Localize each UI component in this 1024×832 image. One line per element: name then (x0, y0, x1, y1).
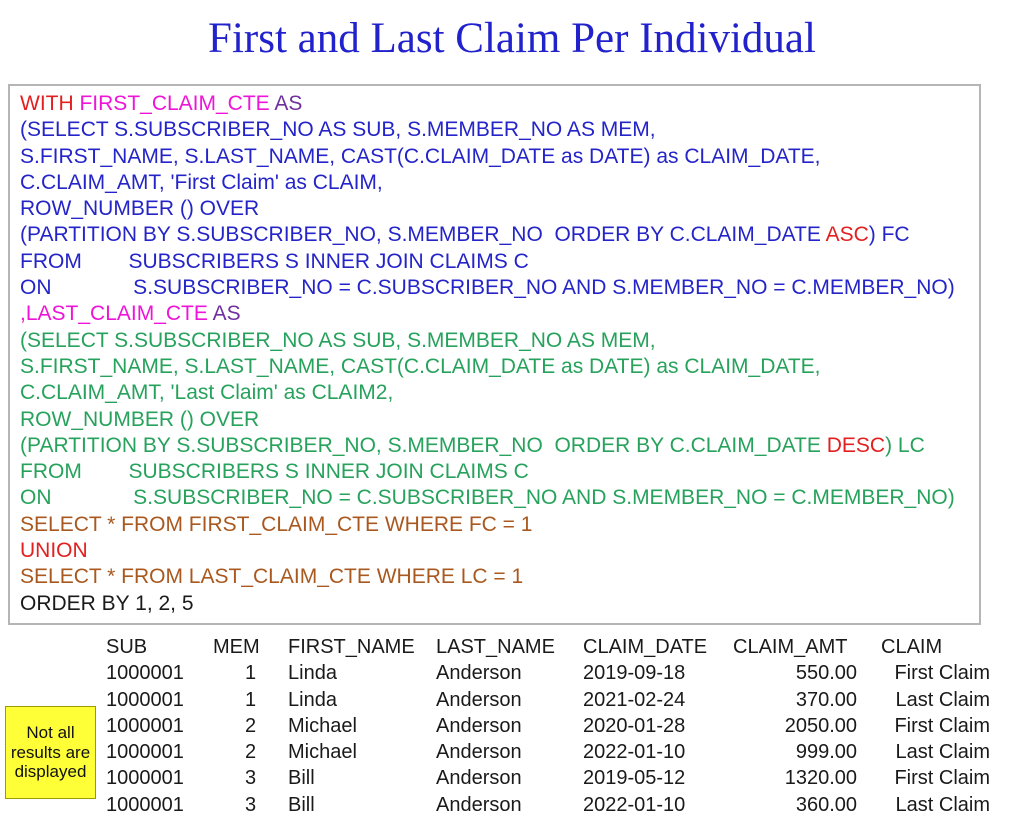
note-box (5, 706, 96, 799)
table-cell: Anderson (436, 688, 522, 711)
code-token-green: ROW_NUMBER () OVER (20, 407, 260, 431)
table-cell: Anderson (436, 662, 522, 685)
table-cell: 3 (244, 767, 257, 790)
table-cell: 1000001 (106, 662, 184, 685)
code-line (20, 196, 975, 222)
code-line (20, 538, 975, 564)
table-cell: First Claim (894, 767, 990, 790)
code-token-blue: (PARTITION BY S.SUBSCRIBER_NO, S.MEMBER_NO ORDER BY C.CLAIM_DATE (20, 223, 826, 247)
table-cell: Anderson (436, 767, 522, 790)
code-line (20, 380, 975, 406)
table-row (106, 792, 990, 818)
code-token-blue: FROM SUBSCRIBERS S INNER JOIN CLAIMS C (20, 249, 529, 273)
table-cell: 2 (244, 741, 257, 764)
results-table-head (106, 634, 990, 660)
table-cell: Linda (288, 662, 337, 685)
results-table (106, 634, 990, 818)
table-row (106, 687, 990, 713)
page-title: First and Last Claim Per Individual (208, 15, 816, 62)
table-cell: 1000001 (106, 688, 184, 711)
table-cell: Last Claim (895, 741, 990, 764)
table-row (106, 765, 990, 791)
code-token-red: WITH (20, 92, 80, 115)
code-token-green: S.FIRST_NAME, S.LAST_NAME, CAST(C.CLAIM_DATE as DATE) as CLAIM_DATE, (20, 354, 821, 378)
table-cell: 2020-01-28 (583, 714, 686, 737)
column-header-claim_date: CLAIM_DATE (583, 636, 708, 658)
note-text: Not all results are displayed (10, 723, 91, 782)
table-cell: 1000001 (106, 793, 184, 816)
code-token-blue: S.FIRST_NAME, S.LAST_NAME, CAST(C.CLAIM_DATE as DATE) as CLAIM_DATE, (20, 144, 821, 168)
table-cell: 3 (244, 793, 257, 816)
table-cell: 360.00 (795, 793, 857, 816)
results-header-row (106, 634, 990, 660)
table-cell: 1000001 (106, 741, 184, 764)
table-cell: Last Claim (895, 688, 990, 711)
code-line (20, 222, 975, 248)
code-line (20, 591, 975, 617)
table-cell: 999.00 (795, 741, 857, 764)
code-line (20, 564, 975, 590)
code-token-blue: ROW_NUMBER () OVER (20, 197, 260, 221)
code-token-red: DESC (826, 433, 886, 457)
table-cell: Bill (288, 767, 315, 790)
code-token-blue: C.CLAIM_AMT, 'First Claim' as CLAIM, (20, 170, 383, 194)
table-cell: 1320.00 (784, 767, 857, 790)
code-line (20, 459, 975, 485)
code-token-red: UNION (20, 539, 88, 563)
code-token-purple: AS (212, 302, 241, 326)
column-header-last_name: LAST_NAME (436, 636, 555, 658)
code-line (20, 354, 975, 380)
table-cell: Michael (288, 714, 357, 737)
code-line (20, 433, 975, 459)
table-cell: 370.00 (795, 688, 857, 711)
column-header-claim_amt: CLAIM_AMT (733, 636, 848, 658)
table-cell: 2019-05-12 (583, 767, 686, 790)
table-cell: Linda (288, 688, 337, 711)
code-line (20, 275, 975, 301)
code-line (20, 144, 975, 170)
table-cell: Anderson (436, 714, 522, 737)
table-cell: 550.00 (795, 662, 857, 685)
column-header-sub: SUB (106, 636, 148, 658)
code-token-green: ) LC (885, 433, 925, 457)
code-token-green: ON S.SUBSCRIBER_NO = C.SUBSCRIBER_NO AND S.MEMBER_NO = C.MEMBER_NO) (20, 486, 955, 510)
table-cell: 1 (244, 688, 257, 711)
table-cell: 2022-01-10 (583, 741, 686, 764)
code-line (20, 407, 975, 433)
table-cell: 2021-02-24 (583, 688, 686, 711)
code-line (20, 485, 975, 511)
code-token-blue: (SELECT S.SUBSCRIBER_NO AS SUB, S.MEMBER_NO AS MEM, (20, 118, 656, 142)
code-token-purple: AS (274, 92, 303, 115)
code-token-red: ASC (825, 223, 869, 247)
code-line (20, 328, 975, 354)
table-cell: 1 (244, 662, 257, 685)
table-cell: Anderson (436, 793, 522, 816)
code-token-brown: SELECT * FROM LAST_CLAIM_CTE WHERE LC = 1 (20, 565, 524, 589)
table-cell: 2022-01-10 (583, 793, 686, 816)
code-token-blue: ON S.SUBSCRIBER_NO = C.SUBSCRIBER_NO AND S.MEMBER_NO = C.MEMBER_NO) (20, 276, 955, 300)
code-line (20, 117, 975, 143)
code-token-brown: SELECT * FROM FIRST_CLAIM_CTE WHERE FC = 1 (20, 512, 533, 536)
column-header-mem: MEM (213, 636, 260, 658)
table-cell: Michael (288, 741, 357, 764)
code-line (20, 512, 975, 538)
column-header-first_name: FIRST_NAME (288, 636, 415, 658)
results-table-body (106, 660, 990, 818)
sql-code-block (8, 84, 981, 625)
code-token-blue: ) FC (868, 223, 910, 247)
table-row (106, 713, 990, 739)
table-cell: Bill (288, 793, 315, 816)
code-token-black: ORDER BY 1, 2, 5 (20, 591, 194, 615)
table-cell: 2 (244, 714, 257, 737)
code-token-green: C.CLAIM_AMT, 'Last Claim' as CLAIM2, (20, 381, 394, 405)
table-cell: 1000001 (106, 767, 184, 790)
table-cell: 2019-09-18 (583, 662, 686, 685)
table-row (106, 739, 990, 765)
table-cell: Anderson (436, 741, 522, 764)
table-cell: First Claim (894, 714, 990, 737)
code-token-green: (PARTITION BY S.SUBSCRIBER_NO, S.MEMBER_NO ORDER BY C.CLAIM_DATE (20, 433, 827, 457)
code-line (20, 91, 975, 117)
code-line (20, 170, 975, 196)
table-row (106, 660, 990, 686)
table-cell: Last Claim (895, 793, 990, 816)
table-cell: 1000001 (106, 714, 184, 737)
code-token-magenta: FIRST_CLAIM_CTE (79, 92, 275, 115)
code-line (20, 301, 975, 327)
column-header-claim: CLAIM (881, 636, 943, 658)
table-cell: 2050.00 (784, 714, 857, 737)
table-cell: First Claim (894, 662, 990, 685)
code-line (20, 249, 975, 275)
code-token-green: FROM SUBSCRIBERS S INNER JOIN CLAIMS C (20, 460, 529, 484)
code-token-magenta: ,LAST_CLAIM_CTE (20, 302, 213, 326)
code-token-green: (SELECT S.SUBSCRIBER_NO AS SUB, S.MEMBER_NO AS MEM, (20, 328, 656, 352)
